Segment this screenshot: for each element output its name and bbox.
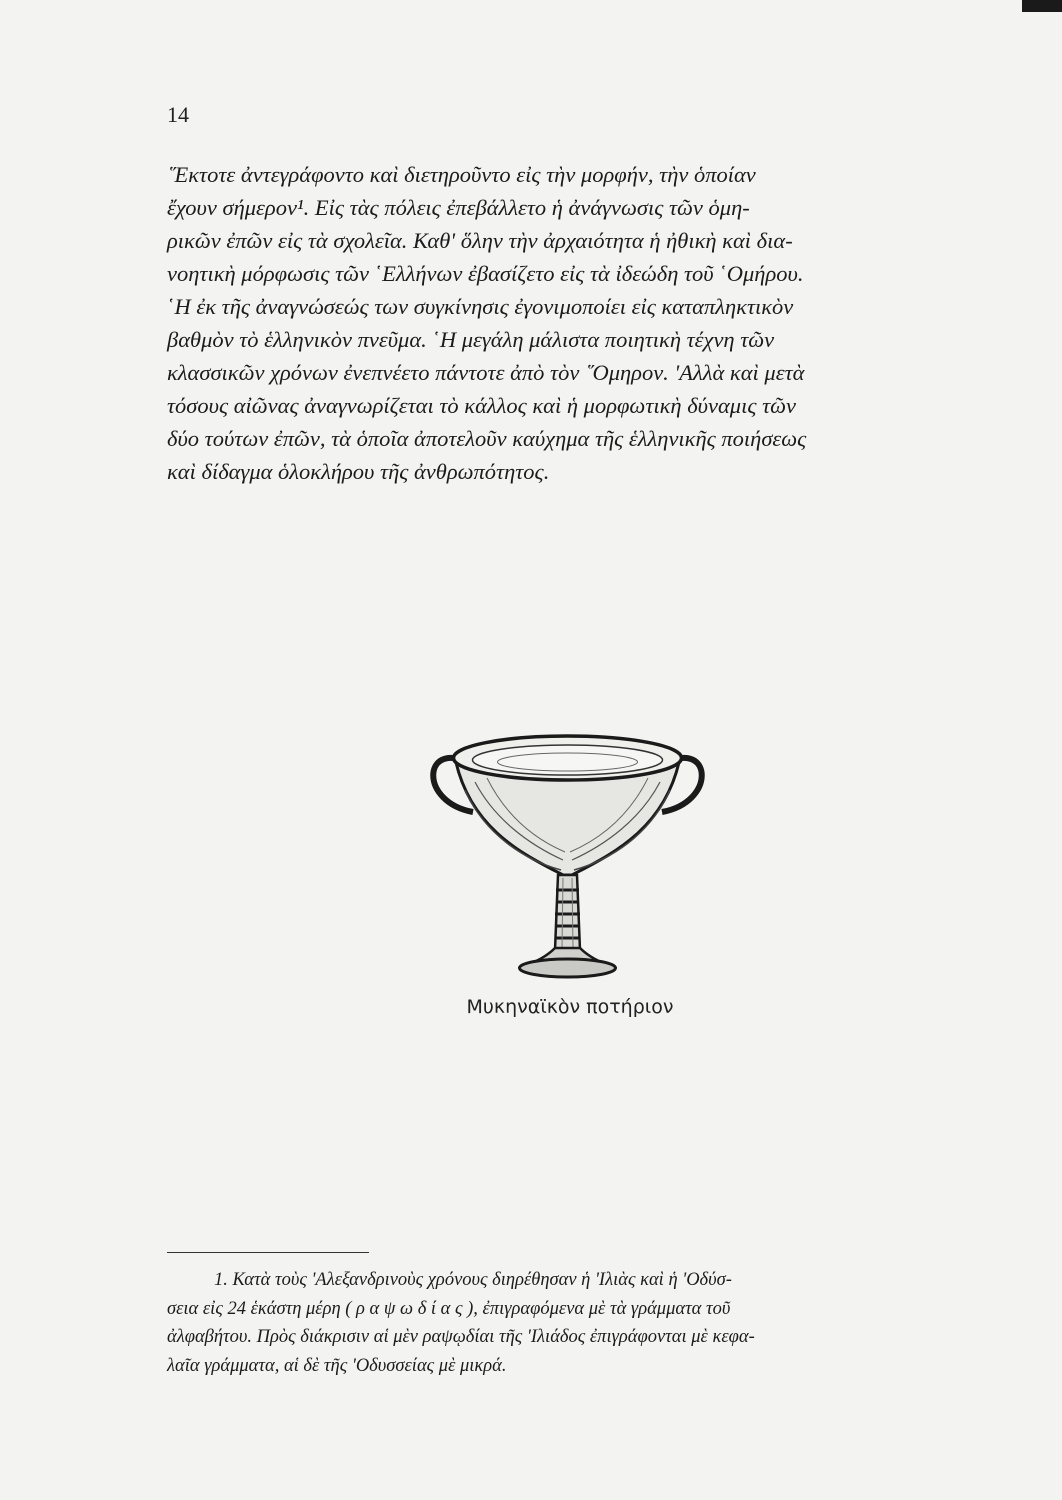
paragraph-line: κλασσικῶν χρόνων ἐνεπνέετο πάντοτε ἀπὸ τὸν ῞Ομηρον. 'Αλλὰ καὶ μετὰ [167, 360, 805, 385]
paragraph-line: δύο τούτων ἐπῶν, τὰ ὁποῖα ἀποτελοῦν καύχημα τῆς ἑλληνικῆς ποιήσεως [167, 426, 807, 451]
paragraph-line: τόσους αἰῶνας ἀναγνωρίζεται τὸ κάλλος καὶ ἡ μορφωτικὴ δύναμις τῶν [167, 393, 797, 418]
mycenaean-cup-icon [415, 720, 720, 995]
page-number: 14 [167, 102, 189, 127]
paragraph-line: ῞Εκτοτε ἀντεγράφοντο καὶ διετηροῦντο εἰς τὴν μορφήν, τὴν ὁποίαν [167, 162, 756, 187]
footnote-divider [167, 1252, 369, 1253]
mycenaean-cup-illustration [415, 720, 720, 1020]
footnote-line: 1. Κατὰ τοὺς 'Αλεξανδρινοὺς χρόνους διηρέθησαν ἡ 'Ιλιὰς καὶ ἡ 'Οδύσ- [214, 1270, 732, 1290]
paragraph-line: ἔχουν σήμερον¹. Εἰς τὰς πόλεις ἐπεβάλλετο ἡ ἀνάγνωσις τῶν ὁμη- [167, 195, 750, 220]
paragraph-line: βαθμὸν τὸ ἑλληνικὸν πνεῦμα. ῾Η μεγάλη μάλιστα ποιητικὴ τέχνη τῶν [167, 327, 775, 352]
paragraph-line: ῾Η ἐκ τῆς ἀναγνώσεώς των συγκίνησις ἐγονιμοποίει εἰς καταπληκτικὸν [167, 294, 794, 319]
paragraph-line: καὶ δίδαγμα ὁλοκλήρου τῆς ἀνθρωπότητος. [167, 459, 550, 484]
footnote-line: ἀλφαβήτου. Πρὸς διάκρισιν αἱ μὲν ραψῳδίαι τῆς 'Ιλιάδος ἐπιγράφονται μὲ κεφα- [167, 1327, 755, 1347]
main-paragraph [167, 158, 980, 488]
footnote [167, 1266, 980, 1380]
paragraph-line: νοητικὴ μόρφωσις τῶν ῾Ελλήνων ἐβασίζετο εἰς τὰ ἰδεώδη τοῦ ῾Ομήρου. [167, 261, 804, 286]
footnote-line: λαῖα γράμματα, αἱ δὲ τῆς 'Οδυσσείας μὲ μικρά. [167, 1355, 507, 1376]
scan-corner-mark [1022, 0, 1062, 12]
footnote-line: σεια εἰς 24 ἑκάστη μέρη ( ρ α ψ ω δ ί α ς ), ἐπιγραφόμενα μὲ τὰ γράμματα τοῦ [167, 1298, 731, 1319]
figure-caption: Μυκηναϊκὸν ποτήριον [466, 996, 674, 1018]
paragraph-line: ρικῶν ἐπῶν εἰς τὰ σχολεῖα. Καθ' ὅλην τὴν ἀρχαιότητα ἡ ἠθικὴ καὶ δια- [167, 228, 793, 253]
